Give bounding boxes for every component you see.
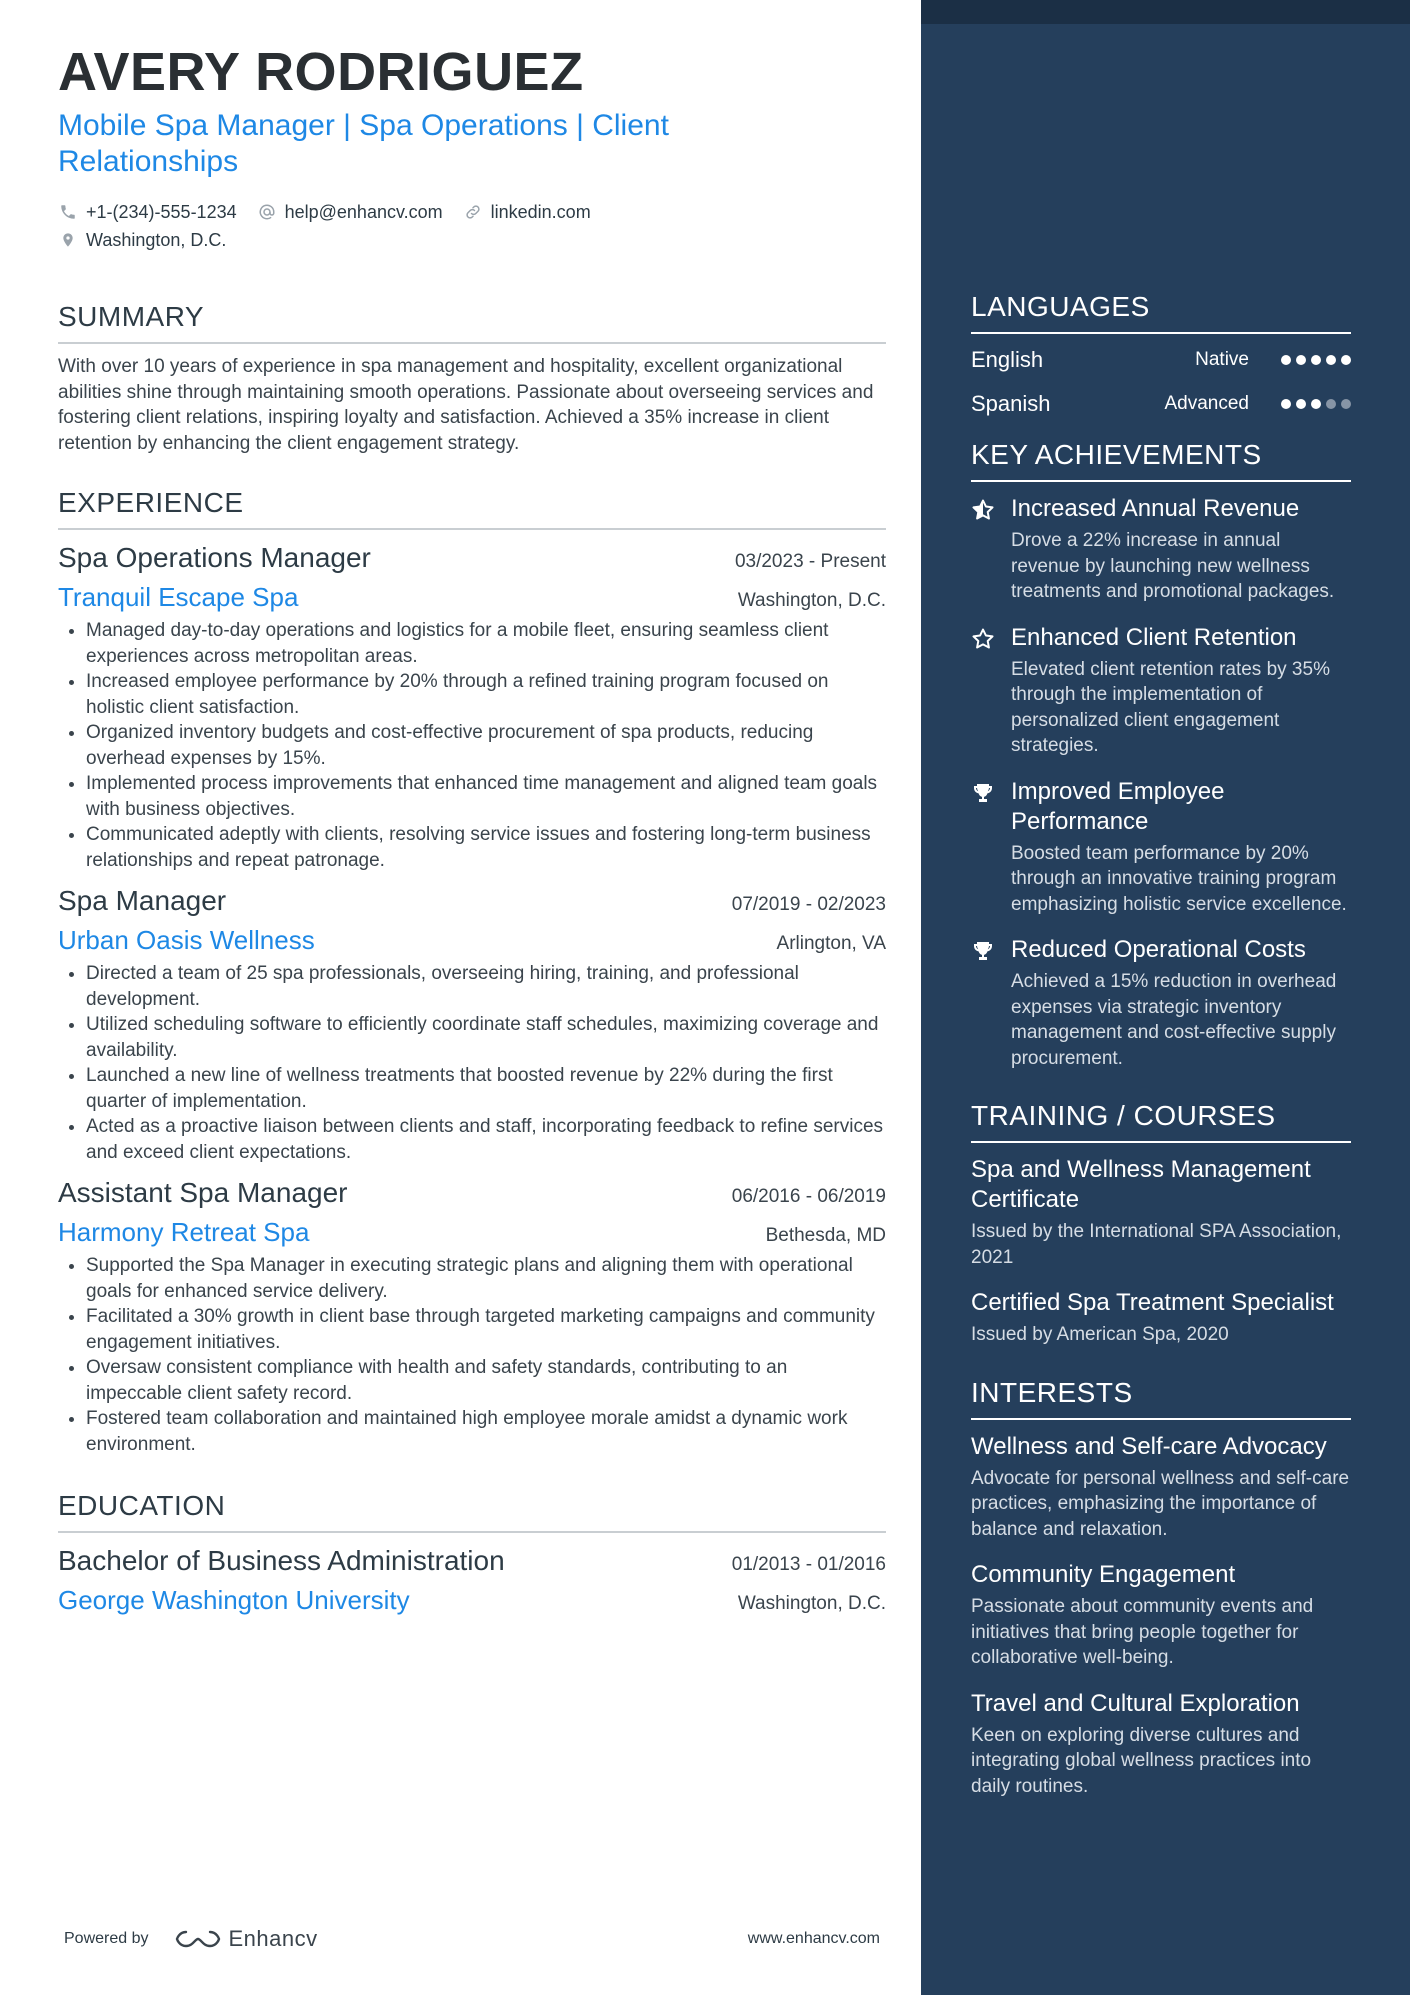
bullet-item: • Organized inventory budgets and cost-effective procurement of spa products, reducing overhead expenses by 15%. — [86, 720, 886, 771]
languages-section — [971, 290, 1351, 426]
achievement-item — [971, 623, 1351, 759]
job-title: Assistant Spa Manager — [58, 1177, 348, 1208]
interest-item — [971, 1560, 1351, 1671]
interest-title: Community Engagement — [971, 1561, 1236, 1588]
bullet-item: • Supported the Spa Manager in executing strategic plans and aligning them with operational goals for enhanced service delivery. — [86, 1253, 886, 1304]
job-dates: 03/2023 - Present — [734, 551, 886, 572]
course-issuer: Issued by the International SPA Association, 2021 — [971, 1221, 1342, 1268]
job-location: Arlington, VA — [776, 933, 886, 954]
brand-name: Enhancv — [228, 1926, 318, 1951]
summary-section — [58, 300, 886, 456]
link-icon — [463, 202, 483, 222]
interests-title: INTERESTS — [971, 1376, 1351, 1420]
training-section — [971, 1099, 1351, 1348]
at-icon — [257, 202, 277, 222]
achievement-item — [971, 777, 1351, 918]
star-outline-icon — [971, 623, 1011, 759]
job-dates: 06/2016 - 06/2019 — [731, 1186, 886, 1207]
bullet-item: • Acted as a proactive liaison between clients and staff, incorporating feedback to refine services and exceed client expectations. — [86, 1114, 886, 1165]
sidebar — [921, 0, 1410, 1995]
company-name: Urban Oasis Wellness — [58, 925, 315, 955]
email-link[interactable]: help@enhancv.com — [284, 201, 443, 222]
rating-dot-empty — [1341, 399, 1351, 409]
rating-dot-filled — [1341, 355, 1351, 365]
school-name: George Washington University — [58, 1585, 410, 1615]
interest-text: Passionate about community events and initiatives that bring people together for collaborative well-being. — [971, 1596, 1314, 1668]
linkedin-link[interactable]: linkedin.com — [490, 201, 591, 222]
interest-text: Keen on exploring diverse cultures and integrating global wellness practices into daily routines. — [971, 1724, 1312, 1797]
degree-name: Bachelor of Business Administration — [58, 1545, 505, 1576]
job-bullets — [58, 618, 886, 873]
achievement-text: Elevated client retention rates by 35% through the implementation of personalized client engagement strategies. — [1011, 658, 1330, 756]
language-item — [971, 382, 1351, 426]
job-location: Washington, D.C. — [737, 590, 886, 611]
job-dates: 07/2019 - 02/2023 — [731, 894, 886, 915]
interest-title: Travel and Cultural Exploration — [971, 1689, 1300, 1717]
education-section — [58, 1489, 886, 1617]
job-entry — [58, 1175, 886, 1457]
rating-dot-filled — [1281, 355, 1291, 365]
rating-dot-filled — [1311, 355, 1321, 365]
job-entry — [58, 540, 886, 873]
achievements-title: KEY ACHIEVEMENTS — [971, 438, 1351, 482]
trophy-icon — [971, 777, 1011, 918]
enhancv-logo-icon — [175, 1928, 221, 1950]
contact-info — [58, 198, 886, 254]
job-entry — [58, 883, 886, 1165]
trophy-icon — [971, 935, 1011, 1071]
interest-text: Advocate for personal wellness and self-care practices, emphasizing the importance of balance and relaxation. — [971, 1467, 1350, 1540]
rating-dot-filled — [1326, 355, 1336, 365]
language-item — [971, 338, 1351, 382]
experience-title: EXPERIENCE — [58, 486, 886, 530]
rating-dot-filled — [1296, 399, 1306, 409]
rating-dot-filled — [1311, 399, 1321, 409]
interest-title: Wellness and Self-care Advocacy — [971, 1432, 1327, 1460]
course-title: Spa and Wellness Management Certificate — [971, 1156, 1311, 1213]
bullet-item: • Facilitated a 30% growth in client base through targeted marketing campaigns and community engagement initiatives. — [86, 1304, 886, 1355]
phone-number: +1-(234)-555-1234 — [86, 201, 237, 222]
language-name: Spanish — [971, 391, 1051, 416]
bullet-item: • Utilized scheduling software to efficiently coordinate staff schedules, maximizing coverage and availability. — [86, 1012, 886, 1063]
achievement-text: Boosted team performance by 20% through an innovative training program emphasizing holistic service excellence. — [1011, 842, 1347, 915]
powered-by-label: Powered by — [64, 1930, 149, 1947]
achievement-title: Enhanced Client Retention — [1011, 623, 1297, 651]
location-text: Washington, D.C. — [86, 229, 227, 250]
achievement-title: Increased Annual Revenue — [1011, 495, 1300, 522]
candidate-name: AVERY RODRIGUEZ — [58, 42, 584, 102]
education-entry — [58, 1543, 886, 1617]
language-name: English — [971, 347, 1044, 372]
rating-dot-filled — [1281, 399, 1291, 409]
star-half-icon — [971, 494, 1011, 605]
job-bullets — [58, 961, 886, 1165]
job-title: Spa Manager — [58, 885, 227, 916]
bullet-item: • Fostered team collaboration and maintained high employee morale amidst a dynamic work environment. — [86, 1406, 886, 1457]
headline: Mobile Spa Manager | Spa Operations | Client Relationships — [58, 109, 669, 178]
experience-section — [58, 486, 886, 1457]
interest-item — [971, 1689, 1351, 1800]
linkedin-contact[interactable] — [463, 202, 591, 223]
language-level: Advanced — [1164, 393, 1249, 414]
bullet-item: • Implemented process improvements that enhanced time management and aligned team goals with business objectives. — [86, 771, 886, 822]
bullet-item: • Increased employee performance by 20% through a refined training program focused on holistic client satisfaction. — [86, 669, 886, 720]
footer — [64, 1926, 880, 1952]
languages-title: LANGUAGES — [971, 290, 1351, 334]
rating-dot-filled — [1296, 355, 1306, 365]
job-title: Spa Operations Manager — [58, 542, 371, 573]
course-item — [971, 1288, 1351, 1348]
course-title: Certified Spa Treatment Specialist — [971, 1289, 1334, 1316]
bullet-item: • Launched a new line of wellness treatments that boosted revenue by 22% during the first quarter of implementation. — [86, 1063, 886, 1114]
rating-dot-empty — [1326, 399, 1336, 409]
course-item — [971, 1155, 1351, 1270]
achievement-title: Improved Employee Performance — [1011, 777, 1225, 835]
achievement-text: Achieved a 15% reduction in overhead expenses via strategic inventory management and cost-effective supply procurement. — [1011, 971, 1337, 1069]
language-rating — [1281, 355, 1351, 365]
phone-contact — [58, 202, 237, 223]
location-contact — [58, 230, 226, 251]
bullet-item: • Oversaw consistent compliance with health and safety standards, contributing to an impeccable client safety record. — [86, 1355, 886, 1406]
company-name: Tranquil Escape Spa — [58, 582, 299, 612]
email-contact[interactable] — [257, 202, 443, 223]
bullet-item: • Communicated adeptly with clients, resolving service issues and fostering long-term business relationships and repeat patronage. — [86, 822, 886, 873]
interest-item — [971, 1432, 1351, 1543]
phone-icon — [58, 202, 78, 222]
achievement-item — [971, 494, 1351, 605]
achievement-text: Drove a 22% increase in annual revenue by launching new wellness treatments and promotional packages. — [1011, 530, 1335, 602]
website-link[interactable]: www.enhancv.com — [747, 1930, 880, 1947]
language-rating — [1281, 399, 1351, 409]
achievement-title: Reduced Operational Costs — [1011, 936, 1306, 963]
job-bullets — [58, 1253, 886, 1457]
achievement-item — [971, 935, 1351, 1071]
language-level: Native — [1195, 349, 1249, 370]
training-title: TRAINING / COURSES — [971, 1099, 1351, 1143]
location-pin-icon — [58, 230, 78, 250]
sidebar-top-bar — [921, 0, 1410, 24]
bullet-item: • Directed a team of 25 spa professionals, overseeing hiring, training, and professional development. — [86, 961, 886, 1012]
summary-title: SUMMARY — [58, 300, 886, 344]
job-location: Bethesda, MD — [765, 1225, 886, 1246]
powered-by — [64, 1926, 318, 1952]
main-column — [58, 40, 886, 1617]
school-location: Washington, D.C. — [737, 1593, 886, 1614]
enhancv-logo[interactable] — [175, 1926, 318, 1952]
summary-text: With over 10 years of experience in spa management and hospitality, excellent organizational abilities shine through maintaining smooth operations. Passionate about overseeing services and fostering client relations, inspiring loyalty and satisfaction. Achieved a 35% increase in client retention by enhancing the client engagement strategy. — [58, 356, 874, 454]
education-dates: 01/2013 - 01/2016 — [731, 1554, 886, 1575]
education-title: EDUCATION — [58, 1489, 886, 1533]
company-name: Harmony Retreat Spa — [58, 1217, 310, 1247]
bullet-item: • Managed day-to-day operations and logistics for a mobile fleet, ensuring seamless client experiences across metropolitan areas. — [86, 618, 886, 669]
course-issuer: Issued by American Spa, 2020 — [971, 1324, 1229, 1345]
achievements-section — [971, 438, 1351, 1071]
interests-section — [971, 1376, 1351, 1800]
sidebar-content — [971, 290, 1351, 1799]
